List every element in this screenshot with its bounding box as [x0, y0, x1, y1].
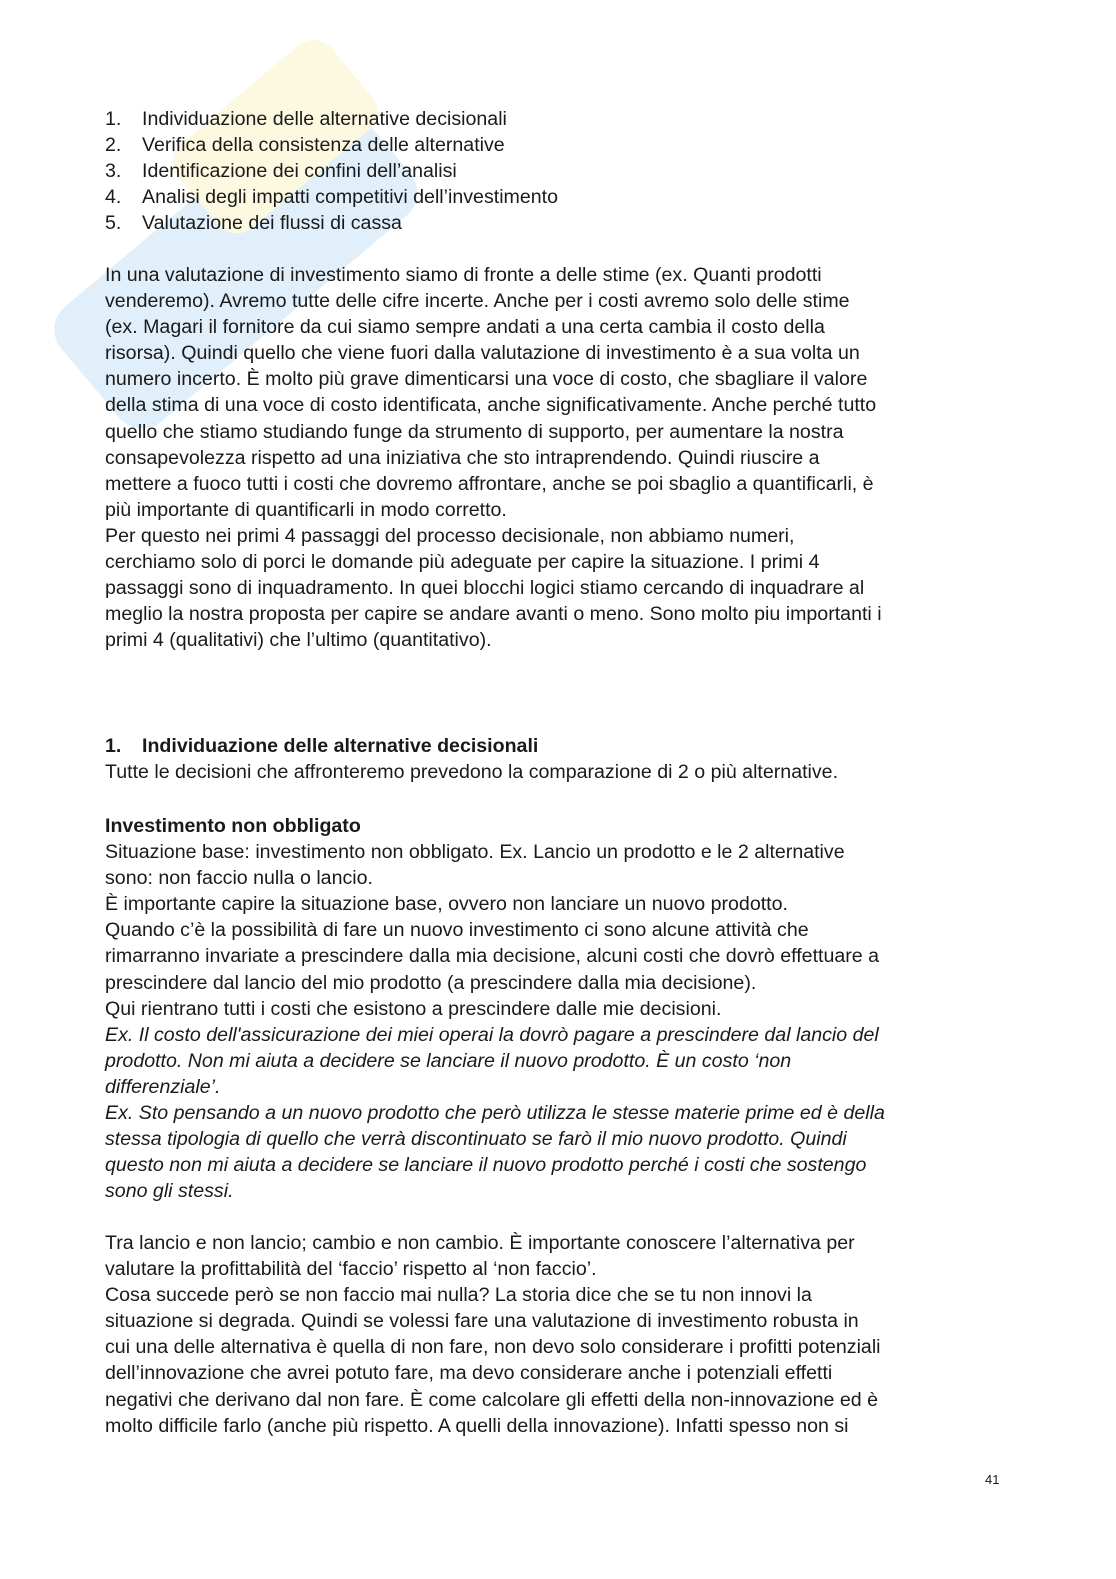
example-line: stessa tipologia di quello che verrà discontinuato se farò il mio nuovo prodotto. Quindi [105, 1128, 847, 1151]
text-line: risorsa). Quindi quello che viene fuori dalla valutazione di investimento è a sua volta un [105, 342, 860, 365]
list-number: 3. [105, 160, 122, 183]
text-line: cerchiamo solo di porci le domande più adeguate per capire la situazione. I primi 4 [105, 551, 820, 574]
section-1 [105, 733, 838, 785]
text-line: cui una delle alternativa è quella di non fare, non devo solo considerare i profitti potenziali [105, 1336, 881, 1359]
list-item [105, 210, 558, 236]
text-line: Tra lancio e non lancio; cambio e non cambio. È importante conoscere l’alternativa per [105, 1232, 855, 1254]
text-line: meglio la nostra proposta per capire se andare avanti o meno. Sono molto piu importanti i [105, 603, 882, 626]
text-line: rimarranno invariate a prescindere dalla mia decisione, alcuni costi che dovrò effettuare a [105, 945, 880, 968]
list-text: Valutazione dei flussi di cassa [142, 212, 402, 235]
list-text: Verifica della consistenza delle alternative [142, 134, 505, 157]
text-line: venderemo). Avremo tutte delle cifre incerte. Anche per i costi avremo solo delle stime [105, 290, 850, 313]
text-line: (ex. Magari il fornitore da cui siamo sempre andati a una certa cambia il costo della [105, 316, 825, 339]
example-line: sono gli stessi. [105, 1180, 234, 1203]
list-number: 1. [105, 108, 122, 130]
text-line: negativi che derivano dal non fare. È come calcolare gli effetti della non-innovazione ed è [105, 1388, 878, 1411]
closing-paragraph [105, 1230, 881, 1439]
intro-paragraph [105, 262, 882, 653]
section-title: Individuazione delle alternative decisionali [142, 735, 539, 757]
text-line: dell’innovazione che avrei potuto fare, ma devo considerare anche i potenziali effetti [105, 1362, 833, 1385]
text-line: Cosa succede però se non faccio mai nulla? La storia dice che se tu non innovi la [105, 1284, 812, 1307]
text-line: Qui rientrano tutti i costi che esistono a prescindere dalle mie decisioni. [105, 997, 722, 1020]
text-line: prescindere dal lancio del mio prodotto (a prescindere dalla mia decisione). [105, 971, 757, 994]
list-item [105, 106, 558, 132]
steps-list [105, 106, 558, 236]
section-heading [105, 733, 838, 759]
example-line: Ex. Sto pensando a un nuovo prodotto che però utilizza le stesse materie prime ed è della [105, 1102, 885, 1125]
example-line: prodotto. Non mi aiuta a decidere se lanciare il nuovo prodotto. È un costo ‘non [105, 1049, 792, 1072]
text-line: situazione si degrada. Quindi se volessi fare una valutazione di investimento robusta in [105, 1310, 859, 1333]
text-line: Situazione base: investimento non obbligato. Ex. Lancio un prodotto e le 2 alternative [105, 841, 845, 864]
list-number: 4. [105, 186, 122, 209]
text-line: Per questo nei primi 4 passaggi del processo decisionale, non abbiamo numeri, [105, 524, 795, 547]
section-text: Tutte le decisioni che affronteremo prevedono la comparazione di 2 o più alternative. [105, 761, 839, 784]
list-number: 5. [105, 212, 122, 235]
text-line: mettere a fuoco tutti i costi che dovremo affrontare, anche se poi sbaglio a quantificarli, è [105, 472, 874, 495]
text-line: sono: non faccio nulla o lancio. [105, 867, 373, 890]
text-line: consapevolezza rispetto ad una iniziativa che sto intraprendendo. Quindi riuscire a [105, 446, 820, 469]
section-number: 1. [105, 735, 122, 757]
example-line: differenziale’. [105, 1075, 221, 1098]
text-line: numero incerto. È molto più grave dimenticarsi una voce di costo, che sbagliare il valore [105, 368, 868, 391]
example-line: Ex. Il costo dell'assicurazione dei miei operai la dovrò pagare a prescindere dal lancio del [105, 1023, 879, 1046]
list-text: Identificazione dei confini dell’analisi [142, 160, 457, 183]
list-number: 2. [105, 134, 122, 157]
subsection [105, 813, 885, 1204]
list-text: Individuazione delle alternative decisionali [142, 108, 507, 130]
text-line: primi 4 (qualitativi) che l’ultimo (quantitativo). [105, 629, 492, 652]
list-text: Analisi degli impatti competitivi dell’investimento [142, 186, 559, 209]
list-item [105, 158, 558, 184]
text-line: quello che stiamo studiando funge da strumento di supporto, per aumentare la nostra [105, 420, 844, 443]
list-item [105, 184, 558, 210]
list-item [105, 132, 558, 158]
example-line: questo non mi aiuta a decidere se lanciare il nuovo prodotto perché i costi che sostengo [105, 1154, 867, 1177]
text-line: In una valutazione di investimento siamo di fronte a delle stime (ex. Quanti prodotti [105, 264, 822, 286]
text-line: della stima di una voce di costo identificata, anche significativamente. Anche perché tutto [105, 394, 877, 417]
text-line: È importante capire la situazione base, ovvero non lanciare un nuovo prodotto. [105, 893, 788, 916]
text-line: Quando c’è la possibilità di fare un nuovo investimento ci sono alcune attività che [105, 919, 809, 942]
page-number: 41 [985, 1472, 1000, 1487]
text-line: passaggi sono di inquadramento. In quei blocchi logici stiamo cercando di inquadrare al [105, 577, 865, 600]
text-line: più importante di quantificarli in modo corretto. [105, 498, 507, 521]
subsection-title: Investimento non obbligato [105, 815, 361, 837]
text-line: molto difficile farlo (anche più rispetto. A quelli della innovazione). Infatti spesso non si [105, 1414, 849, 1437]
text-line: valutare la profittabilità del ‘faccio’ rispetto al ‘non faccio’. [105, 1258, 597, 1281]
